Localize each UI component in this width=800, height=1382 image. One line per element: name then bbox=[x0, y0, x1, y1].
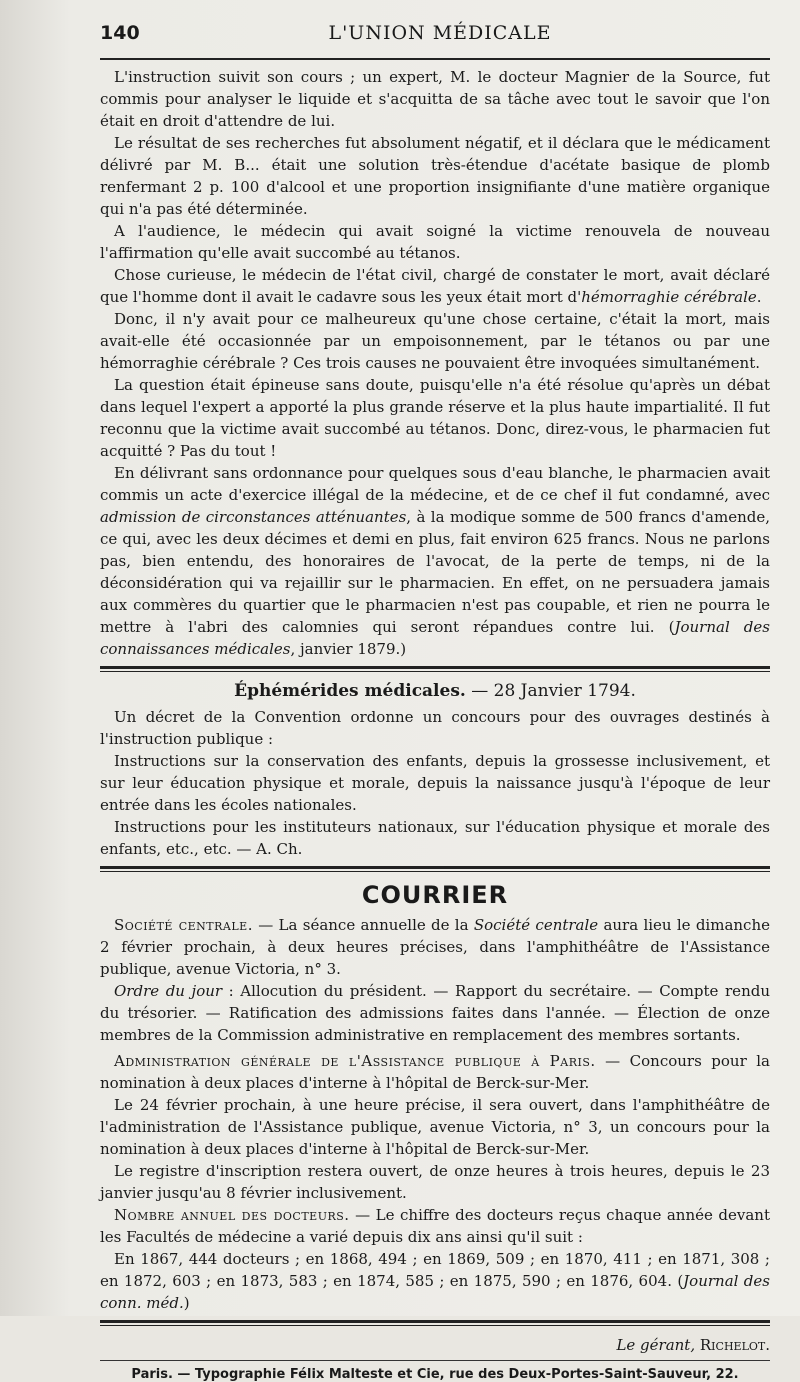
ephemerides-paragraph: Instructions sur la conservation des enfants, depuis la grossesse inclusivement, et sur leur éducation physique et morale, depuis la naissance jusqu'à l'époque de leur entrée dans les écoles nationales. bbox=[100, 752, 770, 814]
italic-run: admission de circonstances atténuantes bbox=[100, 508, 407, 526]
section-divider bbox=[100, 666, 770, 672]
courrier-paragraph bbox=[100, 1204, 770, 1248]
section-divider bbox=[100, 1320, 770, 1326]
text-run: En délivrant sans ordonnance pour quelques sous d'eau blanche, le pharmacien avait commis un acte d'exercice illégal de la médecine, et de ce chef il fut condamné, avec bbox=[100, 464, 770, 504]
courrier-paragraph bbox=[100, 1248, 770, 1314]
ephemerides-paragraph: Instructions pour les instituteurs nationaux, sur l'éducation physique et morale des enfants, etc., etc. — A. Ch. bbox=[100, 818, 770, 858]
text-run: , à la modique somme de 500 francs d'amende, ce qui, avec les deux décimes et demi en plus, fait environ 625 francs. Nous ne parlons pas, bien entendu, des honoraires de l'avocat, de la perte de temps, ni de la déconsidération qui va rejaillir sur le pharmacien. En effet, on ne persuadera jamais aux commères du quartier que le pharmacien n'est pas coupable, et rien ne pourra le mettre à l'abri des calomnies qui seront répandues contre lui. ( bbox=[100, 508, 770, 636]
courrier-body bbox=[100, 914, 770, 1314]
text-run: , janvier 1879.) bbox=[290, 640, 407, 658]
courrier-paragraph: Le 24 février prochain, à une heure précise, il sera ouvert, dans l'amphithéâtre de l'administration de l'Assistance publique, avenue Victoria, n° 3, un concours pour la nomination à deux places d'interne à l'hôpital de Berck-sur-Mer. bbox=[100, 1096, 770, 1158]
italic-run: Société centrale bbox=[473, 916, 599, 934]
article-paragraph bbox=[100, 264, 770, 308]
gerant-label: Le gérant, bbox=[616, 1336, 696, 1354]
courrier-paragraph bbox=[100, 914, 770, 980]
italic-run: hémorraghie cérébrale bbox=[581, 288, 757, 306]
page-number: 140 bbox=[100, 22, 140, 44]
text-run: — La séance annuelle de la bbox=[252, 916, 474, 934]
text-run: — Concours pour la nomination à deux places d'interne à l'hôpital de Berck-sur-Mer. bbox=[100, 1052, 770, 1092]
text-run: — Le chiffre des docteurs reçus chaque année devant les Facultés de médecine a varié depuis dix ans ainsi qu'il suit : bbox=[100, 1206, 770, 1246]
running-title: L'UNION MÉDICALE bbox=[328, 22, 552, 44]
courrier-title: COURRIER bbox=[361, 881, 509, 909]
footer-rule bbox=[100, 1360, 770, 1361]
courrier-paragraph bbox=[100, 980, 770, 1046]
ordre-du-jour-label: Ordre du jour bbox=[114, 982, 223, 1000]
article-paragraph bbox=[100, 462, 770, 660]
text-run: En 1867, 444 docteurs ; en 1868, 494 ; en 1869, 509 ; en 1870, 411 ; en 1871, 308 ; en 1872, 603 ; en 1873, 583 ; en 1874, 585 ; en 1875, 590 ; en 1876, 604. ( bbox=[100, 1250, 770, 1290]
ephemerides-body bbox=[100, 706, 770, 860]
text-run: : Allocution du président. — Rapport du secrétaire. — Compte rendu du trésorier. — Ratification des admissions faites dans l'année. — Élection de onze membres de la Commission administrative en remplacement des membres sortants. bbox=[100, 982, 770, 1044]
text-run: aura lieu le dimanche 2 février prochain, à deux heures précises, dans l'amphithéâtre de l'Assistance publique, avenue Victoria, n° 3. bbox=[100, 916, 771, 978]
citation-source: Journal des connaissances médicales bbox=[100, 618, 770, 658]
article-paragraph: La question était épineuse sans doute, puisqu'elle n'a été résolue qu'après un débat dans lequel l'expert a apporté la plus grande réserve et la plus haute impartialité. Il fut reconnu que la victime avait succombé au tétanos. Donc, direz-vous, le pharmacien fut acquitté ? Pas du tout ! bbox=[100, 376, 770, 460]
article-paragraph: Le résultat de ses recherches fut absolument négatif, et il déclara que le médicament délivré par M. B... était une solution très-étendue d'acétate basique de plomb renfermant 2 p. 100 d'alcool et une proportion insignifiante d'une matière organique qui n'a pas été déterminée. bbox=[100, 134, 770, 218]
header-rule bbox=[100, 58, 770, 60]
ephemerides-heading bbox=[100, 680, 770, 702]
printer-footer: Paris. — Typographie Félix Malteste et Cie, rue des Deux-Portes-Saint-Sauveur, 22. bbox=[131, 1367, 739, 1382]
text-run: Chose curieuse, le médecin de l'état civil, chargé de constater le mort, avait déclaré que l'homme dont il avait le cadavre sous les yeux était mort d' bbox=[100, 266, 770, 306]
article-body bbox=[100, 66, 770, 660]
article-paragraph: L'instruction suivit son cours ; un expert, M. le docteur Magnier de la Source, fut commis pour analyser le liquide et s'acquitta de sa tâche avec tout le savoir que l'on était en droit d'attendre de lui. bbox=[100, 68, 770, 130]
signature bbox=[100, 1334, 770, 1356]
article-paragraph: Donc, il n'y avait pour ce malheureux qu'une chose certaine, c'était la mort, mais avait-elle été occasionnée par un empoisonnement, par le tétanos ou par une hémorraghie cérébrale ? Ces trois causes ne pouvaient être invoquées simultanément. bbox=[100, 310, 770, 372]
ephemerides-date: — 28 Janvier 1794. bbox=[465, 681, 636, 701]
courrier-paragraph: Le registre d'inscription restera ouvert, de onze heures à trois heures, depuis le 23 janvier jusqu'au 8 février inclusivement. bbox=[100, 1162, 770, 1202]
citation-source: Journal des conn. méd. bbox=[100, 1272, 770, 1312]
ephemerides-title: Éphémérides médicales. bbox=[234, 681, 466, 701]
section-divider bbox=[100, 866, 770, 872]
societe-label: Société centrale. bbox=[114, 916, 253, 934]
courrier-paragraph bbox=[100, 1050, 770, 1094]
gerant-name: Richelot. bbox=[699, 1336, 770, 1354]
nombre-label: Nombre annuel des docteurs. bbox=[114, 1206, 350, 1224]
text-run: . bbox=[756, 288, 762, 306]
article-paragraph: A l'audience, le médecin qui avait soigné la victime renouvela de nouveau l'affirmation qu'elle avait succombé au tétanos. bbox=[100, 222, 770, 262]
admin-label: Administration générale de l'Assistance publique à Paris. bbox=[114, 1052, 596, 1070]
page-header bbox=[100, 22, 770, 56]
ephemerides-paragraph: Un décret de la Convention ordonne un concours pour des ouvrages destinés à l'instruction publique : bbox=[100, 708, 770, 748]
text-run: ) bbox=[183, 1294, 190, 1312]
